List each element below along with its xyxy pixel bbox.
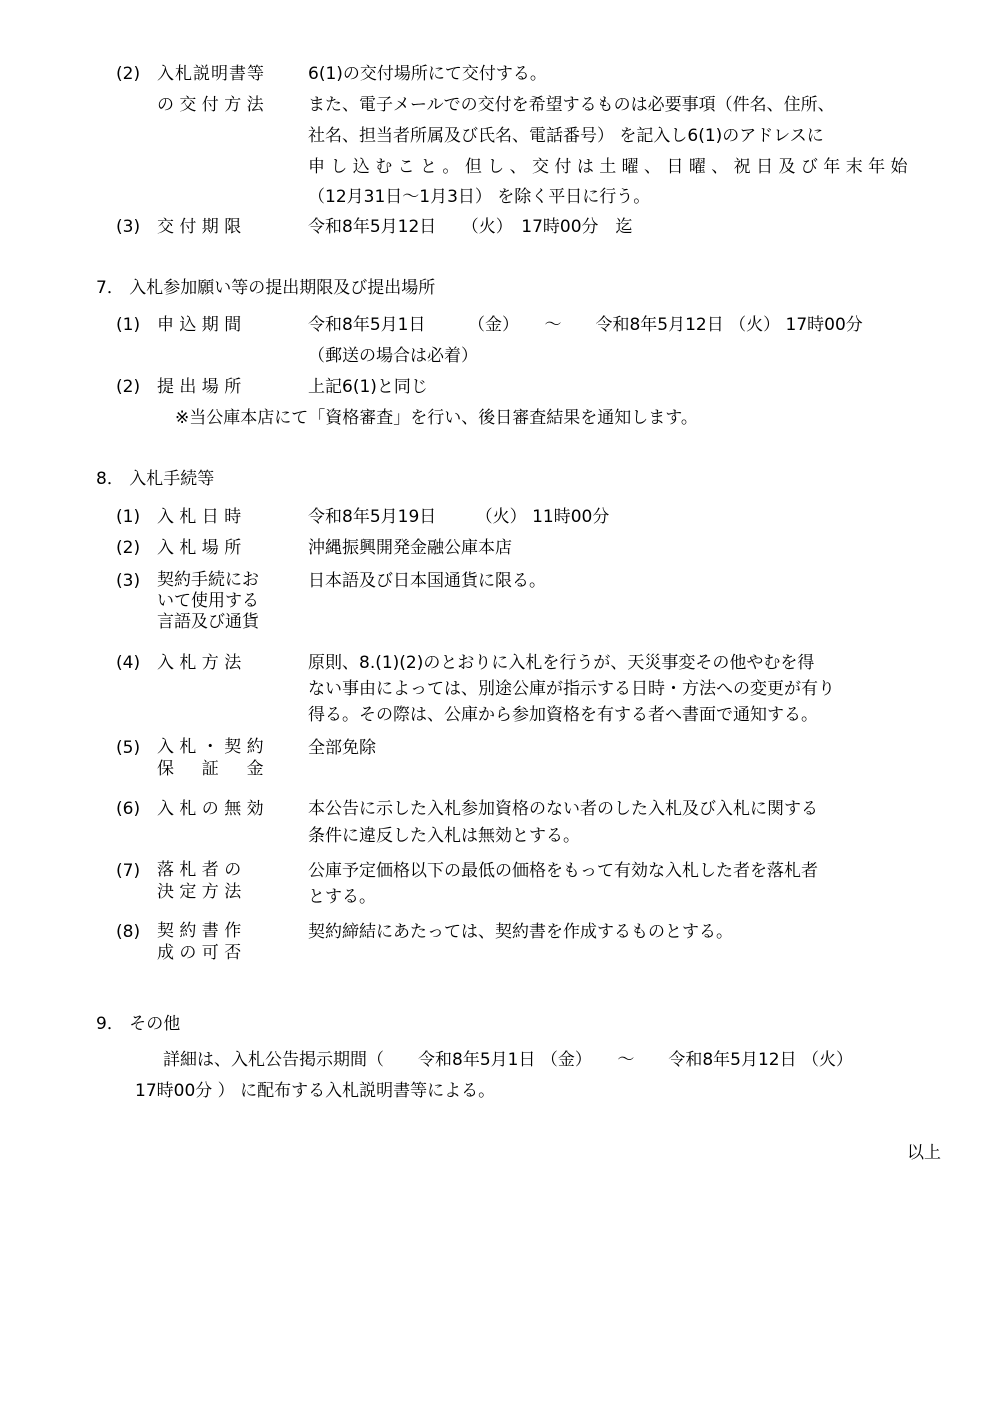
- item-text: 本公告に示した入札参加資格のない者のした入札及び入札に関する: [308, 799, 818, 819]
- note: ※当公庫本店にて「資格審査」を行い、後日審査結果を通知します。: [175, 408, 698, 428]
- item-number: (7): [116, 861, 141, 881]
- item-number: (4): [116, 653, 141, 673]
- item-label: 落 札 者 の: [157, 860, 242, 880]
- item-text: 令和8年5月12日 （火） 17時00分 迄: [308, 217, 633, 237]
- item-label: 入 札 ・ 契 約: [157, 737, 264, 757]
- item-text: 契約締結にあたっては、契約書を作成するものとする。: [308, 922, 733, 942]
- section-heading: 8． 入札手続等: [96, 469, 215, 489]
- item-label: 申 込 期 間: [157, 315, 242, 335]
- section-heading: 9． その他: [96, 1014, 181, 1034]
- item-label: 入 札 方 法: [157, 653, 242, 673]
- item-label: 交 付 期 限: [157, 217, 242, 237]
- closing-text: 以上: [907, 1143, 941, 1163]
- item-text: 令和8年5月19日 （火） 11時00分: [308, 507, 610, 527]
- item-label: の 交 付 方 法: [157, 95, 264, 115]
- item-text: 上記6(1)と同じ: [308, 377, 428, 397]
- item-text: ない事由によっては、別途公庫が指示する日時・方法への変更が有り: [308, 679, 835, 699]
- item-number: (3): [116, 571, 141, 591]
- item-text: 6(1)の交付場所にて交付する。: [308, 64, 547, 84]
- item-text: 全部免除: [308, 738, 376, 758]
- item-number: (6): [116, 799, 141, 819]
- item-number: (2): [116, 538, 141, 558]
- item-number: (5): [116, 738, 141, 758]
- item-label: いて使用する: [157, 591, 259, 611]
- item-number: (3): [116, 217, 141, 237]
- item-text: とする。: [308, 887, 376, 907]
- item-text: 令和8年5月1日 （金） ～ 令和8年5月12日 （火） 17時00分: [308, 315, 863, 335]
- item-label: 入 札 の 無 効: [157, 799, 264, 819]
- item-text: 条件に違反した入札は無効とする。: [308, 826, 580, 846]
- item-label: 入 札 日 時: [157, 507, 242, 527]
- item-label: 成 の 可 否: [157, 943, 242, 963]
- item-text: 得る。その際は、公庫から参加資格を有する者へ書面で通知する。: [308, 705, 818, 725]
- body-text: 詳細は、入札公告掲示期間（ 令和8年5月1日 （金） ～ 令和8年5月12日 （火）: [163, 1050, 854, 1070]
- item-text: また、電子メールでの交付を希望するものは必要事項（件名、住所、: [308, 95, 835, 115]
- item-label: 契約手続にお: [157, 570, 259, 590]
- section-heading: 7． 入札参加願い等の提出期限及び提出場所: [96, 278, 436, 298]
- item-label: 提 出 場 所: [157, 377, 242, 397]
- item-label: 入札説明書等: [157, 64, 265, 84]
- item-label: 入 札 場 所: [157, 538, 242, 558]
- item-text: 公庫予定価格以下の最低の価格をもって有効な入札した者を落札者: [308, 861, 818, 881]
- item-label: 保 証 金: [157, 759, 264, 779]
- item-number: (2): [116, 377, 141, 397]
- item-number: (2): [116, 64, 141, 84]
- item-number: (1): [116, 315, 141, 335]
- item-text: 沖縄振興開発金融公庫本店: [308, 538, 512, 558]
- item-text: （12月31日～1月3日） を除く平日に行う。: [308, 187, 651, 207]
- body-text: 17時00分 ） に配布する入札説明書等による。: [135, 1081, 496, 1101]
- item-text: 日本語及び日本国通貨に限る。: [308, 571, 546, 591]
- item-label: 決 定 方 法: [157, 882, 242, 902]
- item-number: (8): [116, 922, 141, 942]
- item-text: 原則、8.(1)(2)のとおりに入札を行うが、天災事変その他やむを得: [308, 653, 815, 673]
- item-subtext: （郵送の場合は必着）: [308, 346, 478, 366]
- item-text: 申 し 込 む こ と 。 但 し 、 交 付 は 土 曜 、 日 曜 、 祝 日 及 び 年 末 年 始: [308, 157, 908, 177]
- item-text: 社名、担当者所属及び氏名、電話番号） を記入し6(1)のアドレスに: [308, 126, 824, 146]
- item-label: 言語及び通貨: [157, 612, 259, 632]
- item-number: (1): [116, 507, 141, 527]
- item-label: 契 約 書 作: [157, 921, 242, 941]
